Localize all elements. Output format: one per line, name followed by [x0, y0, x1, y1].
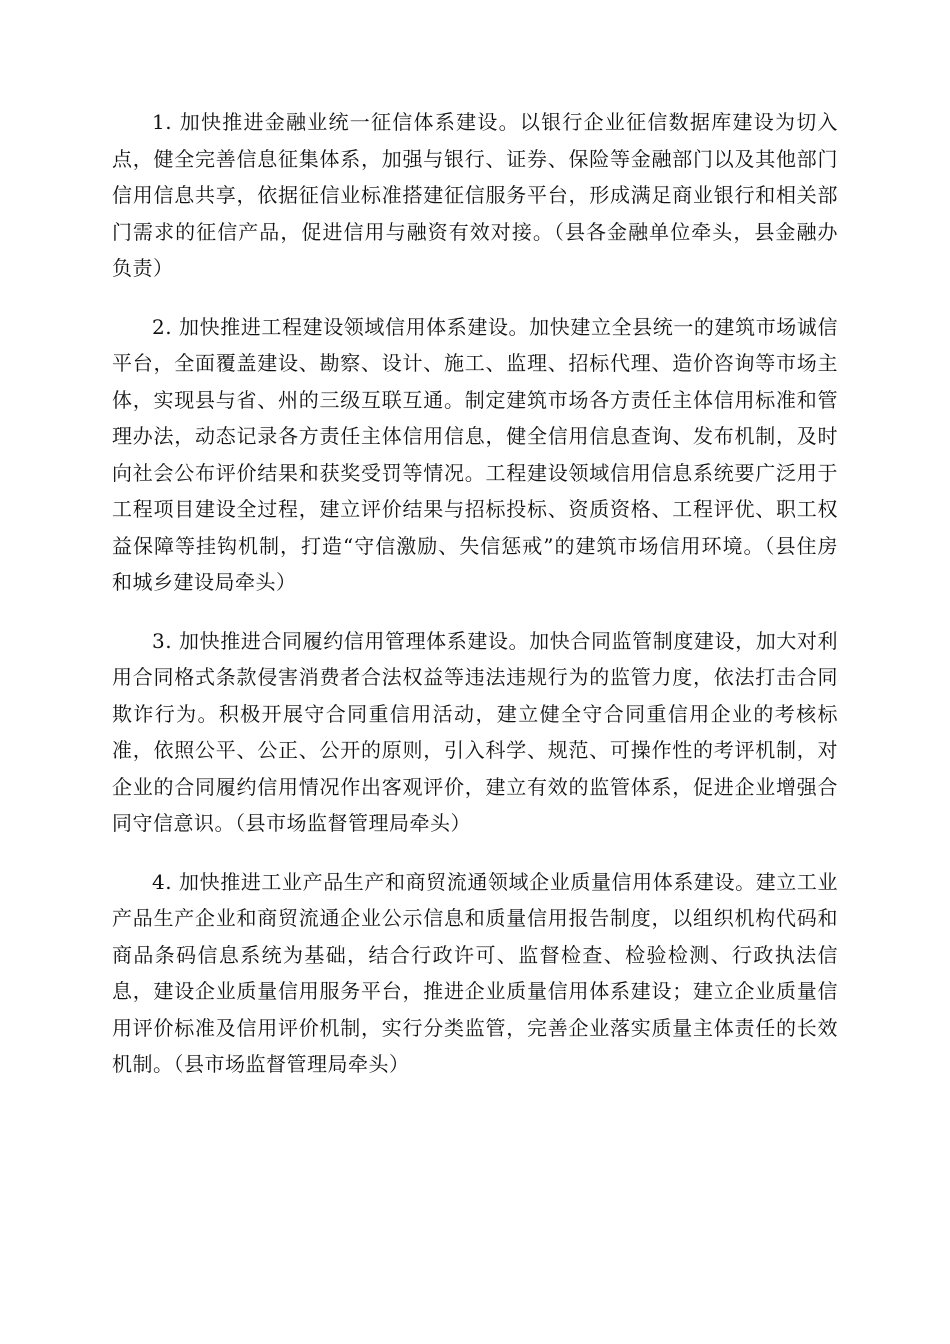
- paragraph-contract-credit: 3. 加快推进合同履约信用管理体系建设。加快合同监管制度建设，加大对利用合同格式条款侵害消费者合法权益等违法违规行为的监管力度，依法打击合同欺诈行为。积极开展守合同重信用活动，建立健全守合同重信用企业的考核标准，依照公平、公正、公开的原则，引入科学、规范、可操作性的考评机制，对企业的合同履约信用情况作出客观评价，建立有效的监管体系，促进企业增强合同守信意识。（县市场监督管理局牵头）: [112, 628, 838, 835]
- paragraph-construction-credit: 2. 加快推进工程建设领域信用体系建设。加快建立全县统一的建筑市场诚信平台，全面覆盖建设、勘察、设计、施工、监理、招标代理、造价咨询等市场主体，实现县与省、州的三级互联互通。制定建筑市场各方责任主体信用标准和管理办法，动态记录各方责任主体信用信息，健全信用信息查询、发布机制，及时向社会公布评价结果和获奖受罚等情况。工程建设领域信用信息系统要广泛用于工程项目建设全过程，建立评价结果与招标投标、资质资格、工程评优、职工权益保障等挂钩机制，打造“守信激励、失信惩戒”的建筑市场信用环境。（县住房和城乡建设局牵头）: [112, 314, 838, 594]
- paragraph-quality-credit: 4. 加快推进工业产品生产和商贸流通领域企业质量信用体系建设。建立工业产品生产企业和商贸流通企业公示信息和质量信用报告制度，以组织机构代码和商品条码信息系统为基础，结合行政许可、监督检查、检验检测、行政执法信息，建设企业质量信用服务平台，推进企业质量信用体系建设；建立企业质量信用评价标准及信用评价机制，实行分类监管，完善企业落实质量主体责任的长效机制。（县市场监督管理局牵头）: [112, 869, 838, 1076]
- document-body: [112, 104, 838, 1105]
- paragraph-finance-credit: 1. 加快推进金融业统一征信体系建设。以银行企业征信数据库建设为切入点，健全完善信息征集体系，加强与银行、证券、保险等金融部门以及其他部门信用信息共享，依据征信业标准搭建征信服务平台，形成满足商业银行和相关部门需求的征信产品，促进信用与融资有效对接。（县各金融单位牵头，县金融办负责）: [112, 110, 838, 280]
